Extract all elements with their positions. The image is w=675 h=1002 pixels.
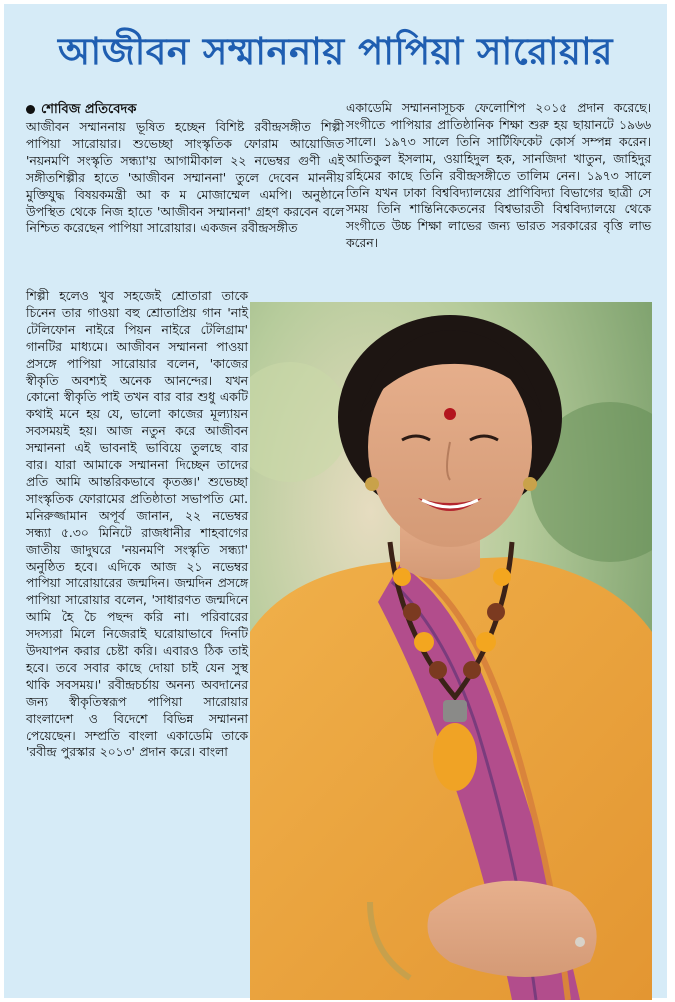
article-body-left-top: আজীবন সম্মাননায় ভূষিত হচ্ছেন বিশিষ্ট রবীন্দ্রসঙ্গীত শিল্পী পাপিয়া সারোয়ার। শুভেচ্ছা সাংস্কৃতিক ফোরাম আয়োজিত 'নয়নমণি সংস্কৃতি সন্ধ্যা'য় আগামীকাল ২২ নভেম্বর গুণী এই সঙ্গীতশিল্পীর হাতে 'আজীবন সম্মাননা' তুলে দেবেন মাননীয় মুক্তিযুদ্ধ বিষয়কমন্ত্রী আ ক ম মোজাম্মেল এমপি। অনুষ্ঠানে উপস্থিত থেকে নিজ হাতে 'আজীবন সম্মাননা' গ্রহণ করবেন বলে নিশ্চিত করেছেন পাপিয়া সারোয়ার। একজন রবীন্দ্রসঙ্গীত	[26, 120, 344, 236]
byline-text: শোবিজ প্রতিবেদক	[41, 102, 137, 117]
portrait-illustration	[250, 302, 652, 1000]
article-body-right: একাডেমি সম্মাননাসূচক ফেলোশিপ ২০১৫ প্রদান করেছে। সংগীতে পাপিয়ার প্রাতিষ্ঠানিক শিক্ষা শুরু হয় ছায়ানটে ১৯৬৬ সালে। ১৯৭৩ সালে তিনি সার্টিফিকেট কোর্স সম্পন্ন করেন। আতিকুল ইসলাম, ওয়াহিদুল হক, সানজিদা খাতুন, জাহিদুর রহিমের কাছে তিনি রবীন্দ্রসঙ্গীতে তালিম নেন। ১৯৭৩ সালে তিনি যখন ঢাকা বিশ্ববিদ্যালয়ের প্রাণিবিদ্যা বিভাগের ছাত্রী সে সময় তিনি শান্তিনিকেতনের বিশ্বভারতী বিশ্ববিদ্যালয়ে থেকে সংগীতে উচ্চ শিক্ষা লাভের জন্য ভারত সরকারের বৃত্তি লাভ করেন।	[346, 101, 651, 251]
byline	[26, 100, 136, 121]
headline: আজীবন সম্মাননায় পাপিয়া সারোয়ার	[57, 30, 614, 73]
bullet-icon	[26, 105, 35, 114]
portrait-photo	[250, 302, 652, 1000]
article-body-left-narrow: শিল্পী হলেও খুব সহজেই শ্রোতারা তাকে চিনেন তার গাওয়া বহু শ্রোতাপ্রিয় গান 'নাই টেলিফোন নাইরে পিয়ন নাইরে টেলিগ্রাম' গানটির মাধ্যমে। আজীবন সম্মাননা পাওয়া প্রসঙ্গে পাপিয়া সারোয়ার বলেন, 'কাজের স্বীকৃতি অবশ্যই অনেক আনন্দের। যখন কোনো স্বীকৃতি পাই তখন বার বার শুধু একটি কথাই মনে হয় যে, ভালো কাজের মূল্যায়ন সবসময়ই হয়। আজ নতুন করে আজীবন সম্মাননা এই ভাবনাই ভাবিয়ে তুলছে বার বার। যারা আমাকে সম্মাননা দিচ্ছেন তাদের প্রতি আমি আন্তরিকভাবে কৃতজ্ঞ।' শুভেচ্ছা সাংস্কৃতিক ফোরামের প্রতিষ্ঠাতা সভাপতি মো. মনিরুজ্জামান অপূর্ব জানান, ২২ নভেম্বর সন্ধ্যা ৫.৩০ মিনিটে রাজধানীর শাহবাগের জাতীয় জাদুঘরে 'নয়নমণি সংস্কৃতি সন্ধ্যা' অনুষ্ঠিত হবে। এদিকে আজ ২১ নভেম্বর পাপিয়া সারোয়ারের জন্মদিন। জন্মদিন প্রসঙ্গে পাপিয়া সারোয়ার বলেন, 'সাধারণত জন্মদিনে আমি হৈ চৈ পছন্দ করি না। পরিবারের সদস্যরা মিলে নিজেরাই ঘরোয়াভাবে দিনটি উদযাপন করার চেষ্টা করি। এবারও ঠিক তাই হবে। তবে সবার কাছে দোয়া চাই যেন সুস্থ থাকি সবসময়।' রবীন্দ্রচর্চায় অনন্য অবদানের জন্য স্বীকৃতিস্বরূপ পাপিয়া সারোয়ার বাংলাদেশ ও বিদেশে বিভিন্ন সম্মাননা পেয়েছেন। সম্প্রতি বাংলা একাডেমি তাকে 'রবীন্দ্র পুরস্কার ২০১৩' প্রদান করে। বাংলা	[26, 289, 248, 760]
newspaper-clipping	[4, 4, 667, 998]
